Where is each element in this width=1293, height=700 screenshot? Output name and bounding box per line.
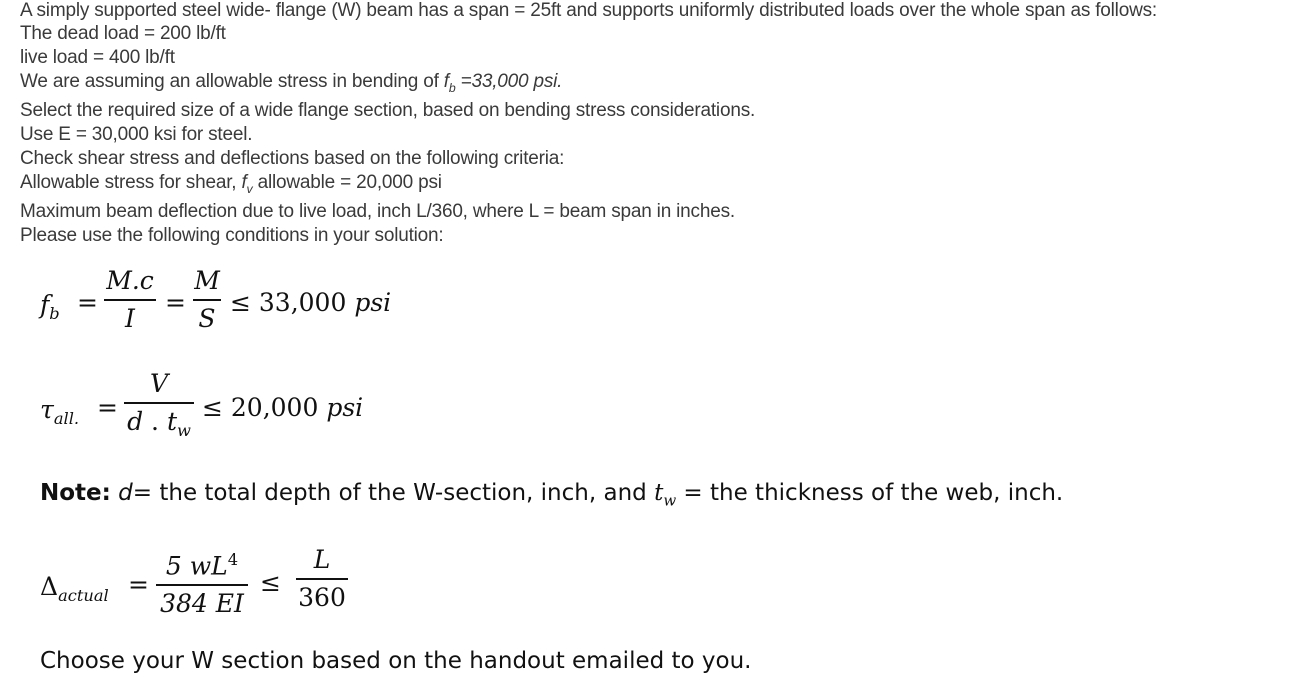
select-line: Select the required size of a wide flange section, based on bending stress considerations. (20, 100, 756, 121)
allowable-stress-value: =33,000 psi. (455, 71, 563, 92)
eq2-equals: = (97, 393, 118, 422)
eq3-fraction-l-over-360 (296, 545, 348, 613)
live-load-line: live load = 400 lb/ft (20, 47, 175, 68)
eq1-equals-1: = (77, 288, 98, 317)
shear-suffix: allowable = 20,000 psi (252, 172, 442, 193)
eq1-frac2-bar (193, 299, 221, 301)
eq3-frac2-denominator: 360 (298, 582, 346, 612)
shear-prefix: Allowable stress for shear, (20, 172, 242, 193)
eq2-frac-numerator: V (149, 369, 169, 398)
allowable-stress-line (20, 71, 562, 99)
eq3-equals: = (128, 570, 149, 599)
eq2-frac-bar (124, 402, 194, 404)
fb-symbol: $f_b$ (443, 71, 456, 95)
eq1-rhs: ≤ 33,000 psi (230, 288, 392, 317)
modulus-line: Use E = 30,000 ksi for steel. (20, 124, 253, 145)
eq3-lhs: $\Delta_{actual}$ (40, 572, 109, 605)
note-text-1: = the total depth of the W-section, inch, and (132, 480, 655, 506)
eq1-frac2-denominator: S (198, 303, 216, 333)
conditions-line: Please use the following conditions in your solution: (20, 225, 444, 246)
eq3-fraction-5wl4-over-384ei (156, 545, 248, 619)
eq1-lhs: $f_b$ (40, 290, 60, 323)
note-label: Note: (40, 480, 111, 506)
shear-line (20, 172, 442, 200)
eq1-fraction-m-over-s (193, 266, 221, 334)
note-d-var: d (118, 480, 133, 506)
eq1-equals-2: = (165, 288, 186, 317)
eq1-frac1-bar (104, 299, 156, 301)
eq3-frac1-numerator: 5 $wL^4$ (165, 550, 239, 581)
eq2-lhs: $\tau_{all.}$ (40, 395, 80, 428)
eq3-frac1-bar (156, 584, 248, 586)
dead-load-line: The dead load = 200 lb/ft (20, 23, 226, 44)
eq2-rhs: ≤ 20,000 psi (202, 393, 364, 422)
eq1-frac1-denominator: I (125, 303, 135, 333)
problem-intro: A simply supported steel wide- flange (W) beam has a span = 25ft and supports uniformly distributed loads over the whole span as follows: (20, 0, 1157, 21)
eq1-fraction-mc-over-i (104, 266, 156, 334)
note-text-2: = the thickness of the web, inch. (676, 480, 1064, 506)
eq1-frac2-numerator: M (194, 266, 220, 295)
eq3-frac2-bar (296, 578, 348, 580)
fv-symbol: $f_v$ (241, 172, 253, 196)
note-tw-var: $t_w$ (654, 480, 677, 510)
deflection-line: Maximum beam deflection due to live load, inch L/360, where L = beam span in inches. (20, 201, 735, 222)
closing-instruction: Choose your W section based on the handout emailed to you. (40, 648, 752, 674)
allowable-stress-prefix: We are assuming an allowable stress in bending of (20, 71, 444, 92)
check-line: Check shear stress and deflections based on the following criteria: (20, 148, 565, 169)
eq3-frac1-denominator: 384 EI (160, 588, 244, 618)
eq1-frac1-numerator: M.c (106, 266, 154, 295)
eq2-fraction-v-over-dtw (124, 369, 194, 446)
note-line (40, 480, 1063, 510)
eq3-leq: ≤ (260, 568, 281, 597)
eq2-frac-denominator: d . $t_w$ (127, 406, 191, 440)
eq3-frac2-numerator: L (313, 545, 331, 574)
